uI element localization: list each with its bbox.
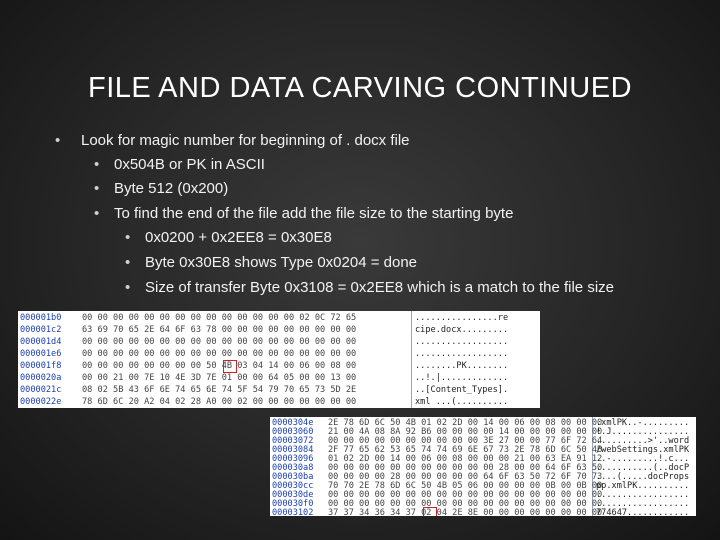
hex-bytes: 00 00 00 00 00 00 00 00 00 00 00 00 00 00 02 0C 72 65 bbox=[82, 313, 357, 323]
hex-offset: 000030a8 bbox=[272, 463, 314, 473]
bullet-text: Size of transfer Byte 0x3108 = 0x2EE8 which is a match to the file size bbox=[145, 279, 614, 296]
hex-bytes: 37 37 34 36 34 37 02 04 2E 8E 00 00 00 00 00 00 00 00 bbox=[328, 508, 603, 516]
hex-ascii: cipe.docx......... bbox=[415, 325, 509, 335]
bullet-item bbox=[94, 180, 229, 198]
hex-offset: 000030cc bbox=[272, 481, 314, 491]
bullet-item bbox=[94, 205, 514, 223]
bullet-item bbox=[125, 279, 665, 297]
hex-ascii: !.J............... bbox=[596, 427, 690, 437]
hex-ascii: .................. bbox=[415, 337, 509, 347]
hex-view-end bbox=[270, 417, 696, 516]
hex-separator bbox=[411, 311, 412, 408]
hex-bytes: 00 00 00 00 00 00 00 00 00 00 00 00 00 00 00 00 00 00 bbox=[82, 349, 357, 359]
magic-number-highlight bbox=[223, 360, 237, 373]
bullet-item bbox=[55, 132, 410, 150]
hex-bytes: 63 69 70 65 2E 64 6F 63 78 00 00 00 00 00 00 00 00 00 bbox=[82, 325, 357, 335]
magic-number-highlight bbox=[423, 507, 437, 516]
hex-ascii: ..........>'..word bbox=[596, 436, 690, 446]
hex-ascii: xml ...(.......... bbox=[415, 397, 509, 407]
hex-bytes: 21 00 4A 08 8A 92 B6 00 00 00 00 14 00 00 00 00 00 00 bbox=[328, 427, 603, 437]
bullet-dot-icon: • bbox=[125, 229, 131, 246]
hex-offset: 00003084 bbox=[272, 445, 314, 455]
hex-offset: 000030de bbox=[272, 490, 314, 500]
bullet-text: Byte 512 (0x200) bbox=[114, 180, 229, 197]
hex-bytes: 01 02 2D 00 14 00 06 00 08 00 00 00 21 00 63 EA 91 12 bbox=[328, 454, 603, 464]
bullet-text: 0x0200 + 0x2EE8 = 0x30E8 bbox=[145, 229, 332, 246]
hex-bytes: 00 00 21 00 7E 10 4E 3D 7E 01 00 00 64 05 00 00 13 00 bbox=[82, 373, 357, 383]
hex-ascii: ..[Content_Types]. bbox=[415, 385, 509, 395]
hex-ascii: ..!.|............. bbox=[415, 373, 509, 383]
hex-bytes: 2F 77 65 62 53 65 74 74 69 6E 67 73 2E 78 6D 6C 50 4B bbox=[328, 445, 603, 455]
bullet-text: Byte 0x30E8 shows Type 0x0204 = done bbox=[145, 254, 417, 271]
hex-ascii: .................. bbox=[415, 349, 509, 359]
slide-title: FILE AND DATA CARVING CONTINUED bbox=[87, 72, 633, 104]
hex-offset: 0000021c bbox=[20, 385, 62, 395]
bullet-text: 0x504B or PK in ASCII bbox=[114, 156, 265, 173]
hex-bytes: 2E 78 6D 6C 50 4B 01 02 2D 00 14 00 06 00 08 00 00 00 bbox=[328, 418, 603, 428]
hex-offset: 000030f0 bbox=[272, 499, 314, 509]
hex-ascii: /webSettings.xmlPK bbox=[596, 445, 690, 455]
hex-offset: 000001b0 bbox=[20, 313, 62, 323]
bullet-dot-icon: • bbox=[94, 180, 100, 197]
hex-bytes: 00 00 00 00 00 00 00 00 50 4B 03 04 14 00 06 00 08 00 bbox=[82, 361, 357, 371]
hex-offset: 0000304e bbox=[272, 418, 314, 428]
hex-offset: 0000022e bbox=[20, 397, 62, 407]
hex-offset: 00003072 bbox=[272, 436, 314, 446]
hex-ascii: ................re bbox=[415, 313, 509, 323]
hex-offset: 000001e6 bbox=[20, 349, 62, 359]
bullet-item bbox=[125, 254, 417, 272]
hex-ascii: .................. bbox=[596, 490, 690, 500]
hex-ascii: ........PK........ bbox=[415, 361, 509, 371]
bullet-dot-icon: • bbox=[125, 279, 131, 296]
hex-ascii: ..-.........!.c... bbox=[596, 454, 690, 464]
hex-bytes: 70 70 2E 78 6D 6C 50 4B 05 06 00 00 00 00 0B 00 0B 00 bbox=[328, 481, 603, 491]
bullet-dot-icon: • bbox=[94, 205, 100, 222]
hex-ascii: pp.xmlPK.......... bbox=[596, 481, 690, 491]
hex-bytes: 00 00 00 00 00 00 00 00 00 00 3E 27 00 00 77 6F 72 64 bbox=[328, 436, 603, 446]
hex-offset: 000001c2 bbox=[20, 325, 62, 335]
hex-offset: 00003096 bbox=[272, 454, 314, 464]
hex-bytes: 78 6D 6C 20 A2 04 02 28 A0 00 02 00 00 00 00 00 00 00 bbox=[82, 397, 357, 407]
hex-ascii: 774647............ bbox=[596, 508, 690, 516]
bullet-dot-icon: • bbox=[55, 132, 61, 149]
bullet-dot-icon: • bbox=[94, 156, 100, 173]
hex-ascii: .xmlPK..-......... bbox=[596, 418, 690, 428]
bullet-item bbox=[94, 156, 265, 174]
hex-offset: 000030ba bbox=[272, 472, 314, 482]
bullet-item bbox=[125, 229, 332, 247]
hex-ascii: ....(.....docProps bbox=[596, 472, 690, 482]
hex-offset: 000001f8 bbox=[20, 361, 62, 371]
hex-view-start bbox=[18, 311, 540, 408]
hex-bytes: 00 00 00 00 00 00 00 00 00 00 00 00 00 00 00 00 00 00 bbox=[328, 490, 603, 500]
hex-offset: 00003060 bbox=[272, 427, 314, 437]
hex-ascii: ...........(..docP bbox=[596, 463, 690, 473]
hex-bytes: 08 02 5B 43 6F 6E 74 65 6E 74 5F 54 79 70 65 73 5D 2E bbox=[82, 385, 357, 395]
bullet-text: To find the end of the file add the file size to the starting byte bbox=[114, 205, 514, 222]
hex-offset: 0000020a bbox=[20, 373, 62, 383]
hex-bytes: 00 00 00 00 28 00 00 00 00 00 64 6F 63 50 72 6F 70 73 bbox=[328, 472, 603, 482]
hex-ascii: .................. bbox=[596, 499, 690, 509]
hex-bytes: 00 00 00 00 00 00 00 00 00 00 00 28 00 00 64 6F 63 50 bbox=[328, 463, 603, 473]
hex-offset: 00003102 bbox=[272, 508, 314, 516]
bullet-dot-icon: • bbox=[125, 254, 131, 271]
bullet-text: Look for magic number for beginning of . docx file bbox=[81, 132, 410, 149]
hex-bytes: 00 00 00 00 00 00 00 00 00 00 00 00 00 00 00 00 00 00 bbox=[328, 499, 603, 509]
hex-bytes: 00 00 00 00 00 00 00 00 00 00 00 00 00 00 00 00 00 00 bbox=[82, 337, 357, 347]
hex-offset: 000001d4 bbox=[20, 337, 62, 347]
